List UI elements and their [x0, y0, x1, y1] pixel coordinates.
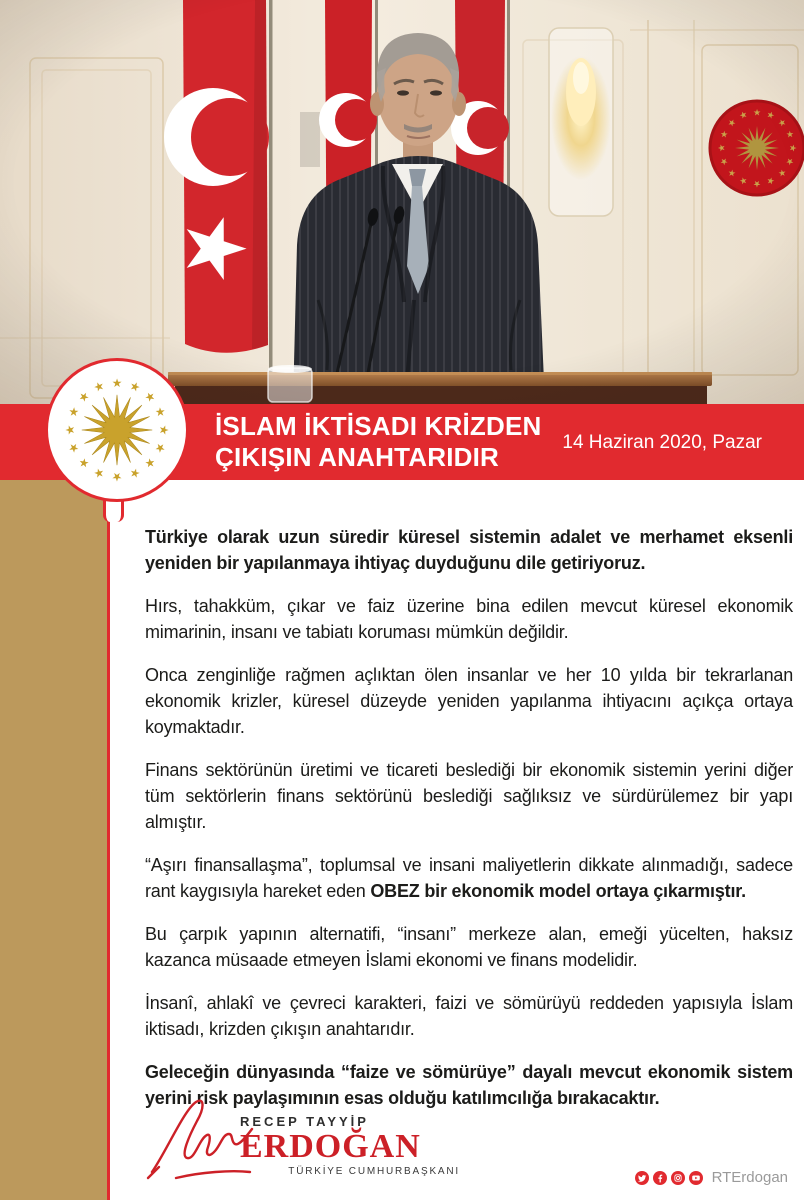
body-paragraph: Bu çarpık yapının alternatifi, “insanı” merkeze alan, emeği yücelten, haksız kazanca müsaade etmeyen İslami ekonomi ve finans modelidir. — [145, 924, 793, 970]
svg-text:★: ★ — [127, 464, 143, 482]
instagram-icon — [671, 1171, 685, 1185]
social-handle: RTErdogan — [711, 1169, 788, 1186]
svg-text:★: ★ — [151, 440, 169, 456]
svg-text:★: ★ — [127, 378, 143, 396]
svg-text:★: ★ — [111, 376, 123, 391]
svg-text:★: ★ — [65, 404, 83, 420]
svg-text:★: ★ — [111, 469, 123, 484]
body-paragraphs — [145, 480, 793, 1128]
svg-text:★: ★ — [75, 388, 93, 406]
svg-text:★: ★ — [151, 404, 169, 420]
facebook-icon — [653, 1171, 667, 1185]
body-paragraph: İnsanî, ahlakî ve çevreci karakteri, faizi ve sömürüyü reddeden yapısıyla İslam iktisadı, krizden çıkışın anahtarıdır. — [145, 993, 793, 1039]
banner-title-line2: ÇIKIŞIN ANAHTARIDIR — [215, 442, 500, 472]
banner-title-line1: İSLAM İKTİSADI KRİZDEN — [215, 411, 542, 441]
banner-date: 14 Haziran 2020, Pazar — [562, 432, 762, 453]
side-stripe — [0, 480, 110, 1200]
banner-title — [215, 411, 542, 473]
youtube-icon — [689, 1171, 703, 1185]
body-paragraph: Hırs, tahakküm, çıkar ve faiz üzerine bina edilen mevcut küresel ekonomik mimarinin, insanı ve tabiatı koruması mümkün değildir. — [145, 596, 793, 642]
presidential-seal — [45, 358, 189, 502]
svg-text:★: ★ — [91, 464, 107, 482]
twitter-icon — [635, 1171, 649, 1185]
body-paragraph: Onca zenginliğe rağmen açlıktan ölen insanlar ve her 10 yılda bir tekrarlanan ekonomik krizler, küresel düzeyde yeniden yapılanma ihtiyacını açıkça ortaya koymaktadır. — [145, 665, 793, 737]
svg-text:★: ★ — [156, 424, 171, 436]
body-paragraph: Geleceğin dünyasında “faize ve sömürüye” dayalı mevcut ekonomik sistem yerini risk paylaşımının esas olduğu katılımcılığa bırakacaktır. — [145, 1062, 793, 1108]
body-paragraph: Finans sektörünün üretimi ve ticareti beslediği bir ekonomik sistemin yerini diğer tüm sektörlerin finans sektörünü beslediği sağlıksız ve sürdürülemez bir yapı almıştır. — [145, 760, 793, 832]
hero-photo — [0, 0, 804, 404]
signature-surname: ERDOĞAN — [240, 1128, 421, 1165]
svg-text:★: ★ — [65, 440, 83, 456]
svg-text:★: ★ — [91, 378, 107, 396]
body-paragraph: “Aşırı finansallaşma”, toplumsal ve insani maliyetlerin dikkate alınmadığı, sadece rant kaygısıyla hareket eden OBEZ bir ekonomik model ortaya çıkarmıştır. — [145, 855, 793, 901]
social-footer — [635, 1169, 788, 1186]
svg-text:★: ★ — [141, 454, 159, 472]
svg-text:★: ★ — [141, 388, 159, 406]
signature-role-title: TÜRKİYE CUMHURBAŞKANI — [288, 1166, 460, 1177]
svg-text:★: ★ — [75, 454, 93, 472]
signature-block — [146, 1086, 466, 1190]
signature-first-names: RECEP TAYYİP — [240, 1114, 369, 1129]
body-paragraph: Türkiye olarak uzun süredir küresel sistemin adalet ve merhamet eksenli yeniden bir yapılanmaya ihtiyaç duyduğunu dile getiriyoruz. — [145, 527, 793, 573]
svg-text:★: ★ — [63, 424, 78, 436]
